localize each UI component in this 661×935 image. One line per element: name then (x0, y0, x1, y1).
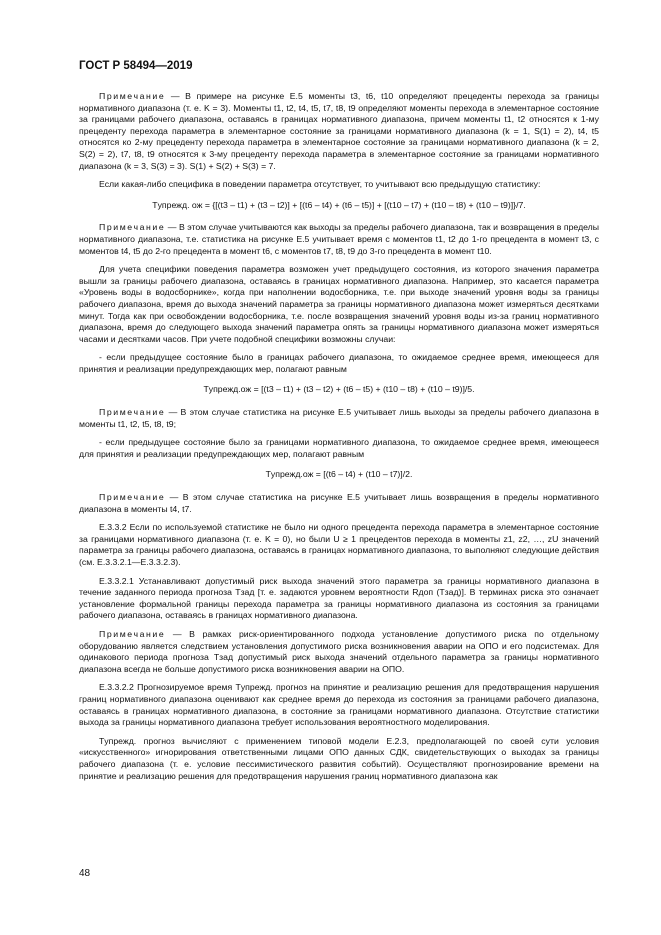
paragraph-text: Для учета специфики поведения параметра возможен учет предыдущего состояния, из которого значения параметра вышли за границы рабочего диапазона, оставаясь в границах нормативного диапазона. Например, это касается параметра «Уровень воды в водосборнике», когда при наполнении водосборника, т.е. при выходе значений уровня воды за границы рабочего диапазона, время до выхода значений параметра за границы нормативного диапазона может измеряться десятками минут. Тогда как при освобождении водосборника, т.е. после возвращения значений уровня воды из-за границ нормативного диапазона, время до следующего выхода значений параметра опять за границы нормативного диапазона может измеряться часами и десятками часов. При учете подобной специфики возможны случаи: (79, 264, 599, 344)
formula (79, 469, 599, 481)
note-paragraph (79, 222, 599, 257)
paragraph-text: — В этом случае статистика на рисунке Е.5 учитывает лишь выходы за пределы рабочего диапазона в моменты t1, t2, t5, t8, t9; (79, 407, 599, 429)
document-body (79, 91, 599, 789)
paragraph-text: Если какая-либо специфика в поведении параметра отсутствует, то учитывают всю предыдущую статистику: (99, 179, 541, 190)
paragraph-text: Tупрежд. прогноз вычисляют с применением типовой модели Е.2.3, предполагающей по своей сути условия «искусственного» игнорирования ответственными лицами ОПО данных СДК, свидетельствующих о выходах за границы рабочего диапазона (т. е. условие пессимистического развития событий). Осуществляют прогнозирование времени на принятие и реализацию решения для предотвращения нарушения границ нормативного диапазона как (79, 735, 599, 781)
formula (79, 200, 599, 212)
page-header: ГОСТ Р 58494—2019 (79, 60, 193, 72)
paragraph-text: — В примере на рисунке Е.5 моменты t3, t6, t10 определяют прецеденты перехода за границы нормативного диапазона (т. е. K = 3). Моменты t1, t2, t4, t5, t7, t8, t9 определяют моменты перехода в элементарное состояние за границами рабочего диапазона, оставаясь в границах нормативного диапазона, причем моменты t1, t2 относятся к 1-му прецеденту перехода параметра в элементарное состояние за границами нормативного диапазона (k = 1, S(1) = 2), t4, t5 относятся ко 2-му прецеденту перехода параметра в элементарное состояние за границами нормативного диапазона (k = 2, S(2) = 2), t7, t8, t9 относятся к 3-му прецеденту перехода параметра в элементарное состояние за границами нормативного диапазона (k = 3, S(3) = 3). S(1) + S(2) + S(3) = 7. (79, 91, 599, 171)
paragraph (79, 179, 599, 191)
paragraph-text: Tупрежд.ож = [(t3 – t1) + (t3 – t2) + (t6 – t5) + (t10 – t8) + (t10 – t9)]/5. (203, 384, 475, 395)
note-paragraph (79, 492, 599, 515)
paragraph (79, 522, 599, 568)
paragraph-text: — В этом случае статистика на рисунке Е.5 учитывает лишь возвращения в пределы нормативного диапазона в моменты t4, t7. (79, 492, 599, 514)
note-paragraph (79, 91, 599, 172)
paragraph (79, 682, 599, 728)
note-label: Примечание (99, 407, 166, 418)
paragraph-text: Е.3.3.2.2 Прогнозируемое время Tупрежд. прогноз на принятие и реализацию решения для предотвращения нарушения границ нормативного диапазона оценивают как среднее время до перехода из состояния за границами рабочего диапазона, оставаясь в границах нормативного диапазона, в состояние за границами нормативного диапазона. Отсутствие статистики выхода за границы нормативного диапазона требует использования вероятностного моделирования. (79, 682, 599, 728)
note-label: Примечание (99, 492, 166, 503)
paragraph (79, 736, 599, 782)
paragraph-text: Tупрежд. ож = {[(t3 – t1) + (t3 – t2)] + [(t6 – t4) + (t6 – t5)] + [(t10 – t7) + (t10 – t8) + (t10 – t9)]}/7. (152, 199, 526, 210)
paragraph-text: Е.3.3.2 Если по используемой статистике не было ни одного прецедента перехода параметра в элементарное состояние за границами нормативного диапазона (т. е. K = 0), но были U ≥ 1 прецедентов перехода в моменты z1, z2, …, zU значений параметра за границы рабочего диапазона, оставаясь в границах нормативного диапазона, то выполняют следующие действия (см. Е.3.3.2.1—Е.3.3.2.3). (79, 522, 599, 567)
paragraph (79, 264, 599, 345)
paragraph-text: — В рамках риск-ориентированного подхода установление допустимого риска по отдельному оборудованию является следствием установления допустимого риска возникновения аварии на ОПО и его подсистемах. Для одинакового периода прогноза Tзад допустимый риск выхода значений отдельного параметра за границы нормативного диапазона всегда не больше допустимого риска возникновения аварии на ОПО. (79, 628, 599, 674)
page-number: 48 (79, 868, 91, 879)
note-label: Примечание (99, 91, 166, 101)
paragraph-text: Е.3.3.2.1 Устанавливают допустимый риск выхода значений этого параметра за границы нормативного диапазона в течение заданного периода прогноза Tзад [т. е. задаются уровнем вероятности Rдоп (Tзад)]. В терминах риска это означает установление формальной границы перехода параметра за границы нормативного диапазона из состояния за границами рабочего диапазона, оставаясь в границах нормативного диапазона. (79, 575, 599, 621)
note-label: Примечание (99, 628, 166, 639)
note-paragraph (79, 407, 599, 430)
paragraph-text: — В этом случае учитываются как выходы за пределы рабочего диапазона, так и возвращения в пределы нормативного диапазона, т.е. статистика на рисунке Е.5 учитывает время с моментов t1, t2 до 1-го прецедента в момент t3, с моментов t4, t5 до 2-го прецедента в момент t6, с моментов t7, t8, t9 до 3-го прецедента в момент t10. (79, 222, 599, 256)
paragraph (79, 576, 599, 622)
note-paragraph (79, 629, 599, 675)
paragraph (79, 437, 599, 460)
paragraph-text: - если предыдущее состояние было в границах рабочего диапазона, то ожидаемое среднее время, имеющееся для принятия и реализации предупреждающих мер, полагают равным (79, 352, 599, 374)
paragraph-text: Tупрежд.ож = [(t6 – t4) + (t10 – t7)]/2. (265, 469, 413, 480)
paragraph-text: - если предыдущее состояние было за границами нормативного диапазона, то ожидаемое среднее время, имеющееся для принятия и реализации предупреждающих мер, полагают равным (79, 437, 599, 459)
formula (79, 384, 599, 396)
paragraph (79, 352, 599, 375)
note-label: Примечание (99, 222, 166, 233)
